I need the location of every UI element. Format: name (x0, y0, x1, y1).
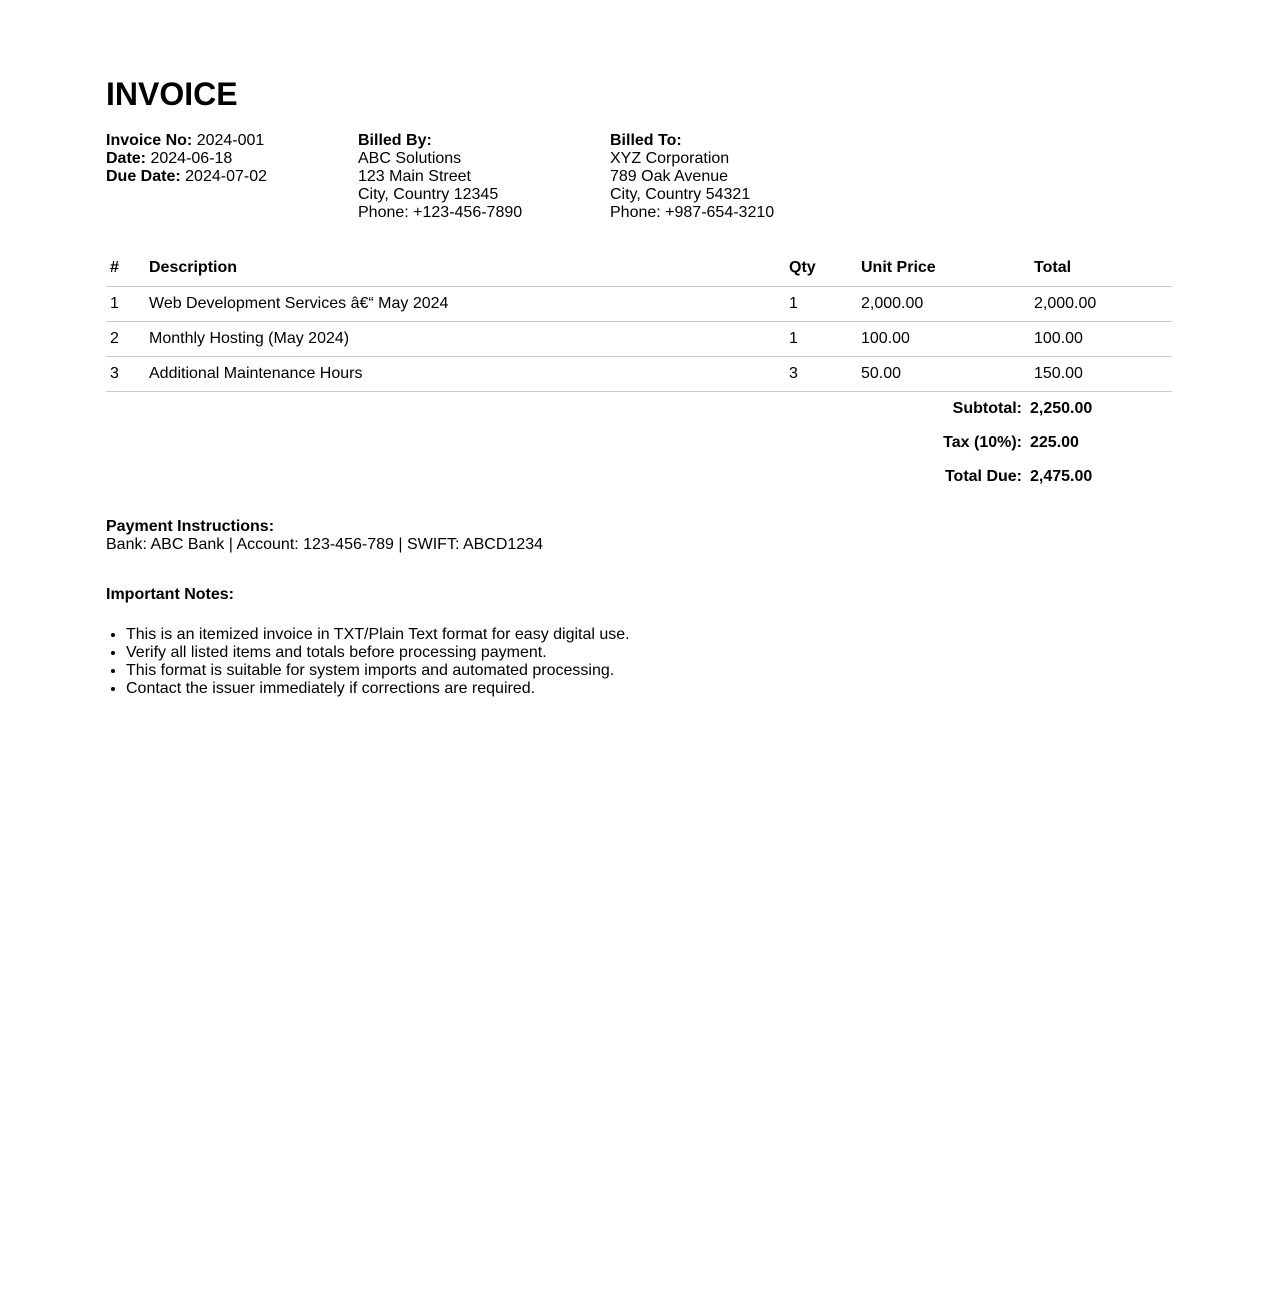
billed-to-line: Phone: +987-654-3210 (610, 204, 775, 221)
cell-number: 3 (106, 357, 145, 392)
billed-to-line: XYZ Corporation (610, 150, 730, 167)
header-unit-price: Unit Price (857, 250, 1030, 287)
invoice-number (106, 132, 358, 150)
invoice-number-label: Invoice No: (106, 132, 193, 149)
cell-total: 100.00 (1030, 322, 1172, 357)
tax-value: 225.00 (1030, 434, 1079, 451)
invoice-due-date (106, 168, 358, 186)
billed-by-line: ABC Solutions (358, 150, 462, 167)
list-item: • Verify all listed items and totals before processing payment. (126, 644, 1172, 662)
list-item: • Contact the issuer immediately if corrections are required. (126, 680, 1172, 698)
subtotal-row (106, 392, 1172, 426)
invoice-due-value: 2024-07-02 (185, 168, 267, 185)
table-row (106, 357, 1172, 392)
billed-to-label: Billed To: (610, 132, 682, 149)
billed-to-line: City, Country 54321 (610, 186, 751, 203)
subtotal-value: 2,250.00 (1030, 400, 1093, 417)
invoice-due-label: Due Date: (106, 168, 181, 185)
items-table (106, 250, 1172, 392)
totals (106, 392, 1172, 494)
header-total: Total (1030, 250, 1172, 287)
cell-qty: 3 (785, 357, 857, 392)
list-item: • This format is suitable for system imports and automated processing. (126, 662, 1172, 680)
cell-unit-price: 50.00 (857, 357, 1030, 392)
table-row (106, 322, 1172, 357)
invoice-date-label: Date: (106, 150, 147, 167)
billed-to-line: 789 Oak Avenue (610, 168, 729, 185)
billed-by-line: City, Country 12345 (358, 186, 499, 203)
table-row (106, 287, 1172, 322)
invoice-meta (106, 132, 1172, 222)
header-description: Description (145, 250, 785, 287)
billed-by (358, 132, 610, 222)
total-due-value: 2,475.00 (1030, 468, 1093, 485)
important-notes (106, 586, 1172, 698)
payment-heading: Payment Instructions: (106, 518, 275, 535)
cell-unit-price: 2,000.00 (857, 287, 1030, 322)
payment-instructions (106, 518, 1172, 554)
cell-total: 150.00 (1030, 357, 1172, 392)
tax-label: Tax (10%): (943, 434, 1022, 451)
total-due-row (106, 460, 1172, 494)
invoice-date-value: 2024-06-18 (150, 150, 233, 167)
billed-by-line: 123 Main Street (358, 168, 471, 185)
cell-qty: 1 (785, 322, 857, 357)
cell-description: Additional Maintenance Hours (145, 357, 785, 392)
cell-number: 1 (106, 287, 145, 322)
invoice-date (106, 150, 358, 168)
tax-row (106, 426, 1172, 460)
invoice-number-value: 2024-001 (196, 132, 265, 149)
header-qty: Qty (785, 250, 857, 287)
subtotal-label: Subtotal: (952, 400, 1022, 417)
cell-description: Monthly Hosting (May 2024) (145, 322, 785, 357)
notes-heading: Important Notes: (106, 586, 234, 603)
billed-by-line: Phone: +123-456-7890 (358, 204, 523, 221)
invoice-info (106, 132, 358, 222)
cell-total: 2,000.00 (1030, 287, 1172, 322)
cell-unit-price: 100.00 (857, 322, 1030, 357)
cell-description: Web Development Services â€“ May 2024 (145, 287, 785, 322)
notes-list (106, 626, 1172, 698)
billed-to (610, 132, 862, 222)
cell-qty: 1 (785, 287, 857, 322)
header-number: # (106, 250, 145, 287)
list-item: • This is an itemized invoice in TXT/Plain Text format for easy digital use. (126, 626, 1172, 644)
table-header-row (106, 250, 1172, 287)
invoice-title: INVOICE (106, 76, 238, 112)
payment-text: Bank: ABC Bank | Account: 123-456-789 | SWIFT: ABCD1234 (106, 536, 543, 553)
total-due-label: Total Due: (944, 468, 1022, 485)
cell-number: 2 (106, 322, 145, 357)
billed-by-label: Billed By: (358, 132, 432, 149)
